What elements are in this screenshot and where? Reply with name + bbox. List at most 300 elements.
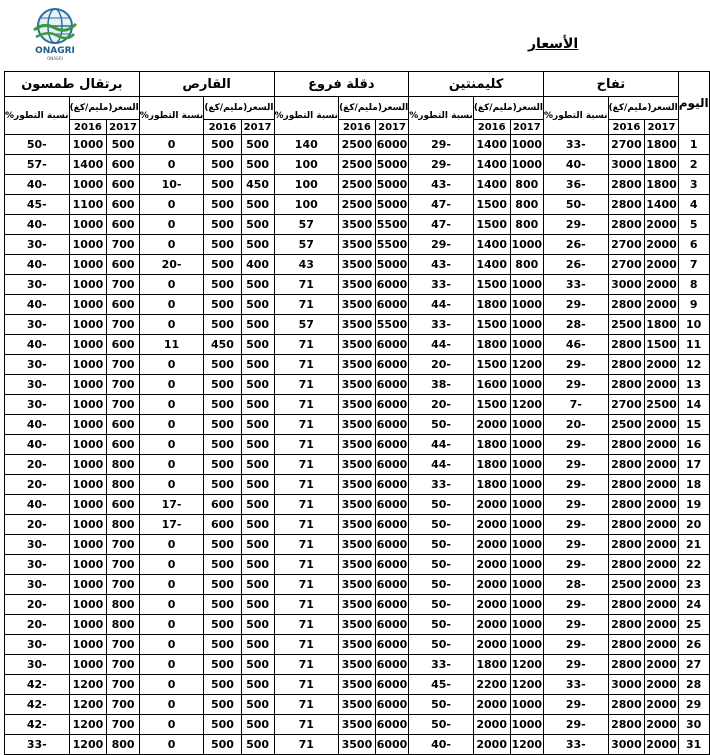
evolution-cell: -29 — [544, 535, 609, 555]
table-row — [5, 375, 710, 395]
price-2017-cell: 700 — [107, 715, 139, 735]
day-cell: 4 — [678, 195, 709, 215]
price-2016-cell: 3500 — [339, 635, 376, 655]
price-2017-cell: 2000 — [645, 715, 678, 735]
evolution-cell: 71 — [274, 355, 339, 375]
evolution-cell: -30 — [5, 315, 70, 335]
evolution-cell: -20 — [5, 475, 70, 495]
day-cell: 25 — [678, 615, 709, 635]
evolution-cell: -30 — [5, 535, 70, 555]
evolution-cell: -29 — [409, 155, 474, 175]
day-cell: 19 — [678, 495, 709, 515]
price-2017-cell: 800 — [107, 615, 139, 635]
evolution-cell: -20 — [409, 355, 474, 375]
price-2016-cell: 500 — [204, 435, 241, 455]
price-2017-cell: 700 — [107, 635, 139, 655]
price-2017-cell: 500 — [241, 295, 274, 315]
evolution-cell: -7 — [544, 395, 609, 415]
price-2017-cell: 500 — [241, 735, 274, 755]
price-2017-cell: 600 — [107, 195, 139, 215]
day-cell: 14 — [678, 395, 709, 415]
price-2016-cell: 2800 — [608, 355, 645, 375]
evolution-cell: -42 — [5, 715, 70, 735]
evolution-cell: -33 — [409, 315, 474, 335]
table-row — [5, 355, 710, 375]
price-2016-cell: 2000 — [473, 595, 510, 615]
price-2016-cell: 1600 — [473, 375, 510, 395]
evolution-cell: 71 — [274, 295, 339, 315]
price-2017-cell: 1000 — [510, 475, 543, 495]
evolution-cell: 71 — [274, 275, 339, 295]
price-2016-cell: 2800 — [608, 295, 645, 315]
price-2016-cell: 2800 — [608, 435, 645, 455]
price-2016-cell: 3500 — [339, 435, 376, 455]
price-2016-cell: 500 — [204, 275, 241, 295]
price-2016-cell: 2500 — [339, 175, 376, 195]
table-row — [5, 155, 710, 175]
evolution-cell: -33 — [544, 275, 609, 295]
evolution-cell: -30 — [5, 355, 70, 375]
price-2016-cell: 3500 — [339, 555, 376, 575]
evolution-cell: -40 — [5, 415, 70, 435]
evolution-cell: -40 — [5, 295, 70, 315]
table-row — [5, 515, 710, 535]
evolution-cell: 71 — [274, 615, 339, 635]
price-2017-cell: 1000 — [510, 575, 543, 595]
price-2016-cell: 1000 — [69, 575, 107, 595]
evolution-cell: -17 — [139, 515, 204, 535]
day-cell: 3 — [678, 175, 709, 195]
price-2016-cell: 450 — [204, 335, 241, 355]
table-row — [5, 235, 710, 255]
evolution-cell: 0 — [139, 575, 204, 595]
price-2016-cell: 1000 — [69, 655, 107, 675]
price-2016-cell: 2800 — [608, 615, 645, 635]
price-2016-cell: 500 — [204, 135, 241, 155]
price-2017-cell: 1000 — [510, 155, 543, 175]
table-row — [5, 595, 710, 615]
table-row — [5, 695, 710, 715]
evolution-cell: 0 — [139, 275, 204, 295]
price-2016-cell: 1800 — [473, 455, 510, 475]
table-row — [5, 555, 710, 575]
price-2016-cell: 1000 — [69, 475, 107, 495]
price-2016-cell: 2800 — [608, 535, 645, 555]
price-2017-cell: 1000 — [510, 555, 543, 575]
table-row — [5, 215, 710, 235]
evolution-cell: 71 — [274, 695, 339, 715]
day-cell: 2 — [678, 155, 709, 175]
evolution-cell: -20 — [5, 595, 70, 615]
price-2017-cell: 1200 — [510, 735, 543, 755]
day-cell: 17 — [678, 455, 709, 475]
day-cell: 16 — [678, 435, 709, 455]
price-2016-cell: 3500 — [339, 335, 376, 355]
price-2016-cell: 3500 — [339, 295, 376, 315]
price-2016-cell: 2800 — [608, 555, 645, 575]
price-2017-cell: 1000 — [510, 235, 543, 255]
price-2016-cell: 500 — [204, 715, 241, 735]
price-2016-cell: 2800 — [608, 715, 645, 735]
price-2016-cell: 500 — [204, 215, 241, 235]
evolution-cell: 0 — [139, 695, 204, 715]
price-2017-cell: 800 — [107, 455, 139, 475]
table-row — [5, 135, 710, 155]
price-2016-cell: 1000 — [69, 215, 107, 235]
evolution-cell: -50 — [409, 715, 474, 735]
evolution-cell: -30 — [5, 655, 70, 675]
day-header: اليوم — [678, 72, 709, 135]
price-2017-cell: 6000 — [375, 595, 408, 615]
price-2017-cell: 800 — [107, 595, 139, 615]
price-2017-cell: 1000 — [510, 495, 543, 515]
evolution-cell: 71 — [274, 675, 339, 695]
evolution-cell: -29 — [544, 635, 609, 655]
price-2016-cell: 2500 — [339, 135, 376, 155]
price-2016-cell: 1000 — [69, 515, 107, 535]
price-2016-cell: 2800 — [608, 335, 645, 355]
price-2016-cell: 3000 — [608, 155, 645, 175]
evolution-cell: -29 — [544, 715, 609, 735]
price-2017-cell: 700 — [107, 655, 139, 675]
table-row — [5, 255, 710, 275]
day-cell: 7 — [678, 255, 709, 275]
price-2016-cell: 3500 — [339, 235, 376, 255]
price-2016-cell: 2000 — [473, 575, 510, 595]
price-2017-cell: 600 — [107, 295, 139, 315]
price-2017-cell: 500 — [241, 335, 274, 355]
evolution-cell: -29 — [544, 495, 609, 515]
evolution-cell: 0 — [139, 715, 204, 735]
price-2016-cell: 3500 — [339, 695, 376, 715]
price-2017-cell: 1800 — [645, 175, 678, 195]
price-2016-cell: 2800 — [608, 175, 645, 195]
price-2016-cell: 3500 — [339, 215, 376, 235]
price-2016-cell: 500 — [204, 575, 241, 595]
price-2017-cell: 600 — [107, 335, 139, 355]
price-2016-cell: 2700 — [608, 255, 645, 275]
price-2016-cell: 1800 — [473, 295, 510, 315]
price-2016-cell: 1000 — [69, 535, 107, 555]
price-2016-cell: 2800 — [608, 695, 645, 715]
evolution-cell: 100 — [274, 195, 339, 215]
price-2016-cell: 2000 — [473, 415, 510, 435]
price-2016-cell: 1000 — [69, 235, 107, 255]
day-cell: 18 — [678, 475, 709, 495]
price-2016-cell: 1400 — [473, 155, 510, 175]
price-2016-cell: 2800 — [608, 655, 645, 675]
price-2016-cell: 2000 — [473, 635, 510, 655]
evolution-cell: -44 — [409, 295, 474, 315]
price-2017-cell: 500 — [241, 455, 274, 475]
price-2017-cell: 2000 — [645, 375, 678, 395]
price-2016-cell: 2000 — [473, 715, 510, 735]
price-2017-cell: 6000 — [375, 475, 408, 495]
price-2016-cell: 1000 — [69, 275, 107, 295]
evolution-cell: -29 — [544, 555, 609, 575]
day-cell: 12 — [678, 355, 709, 375]
price-2016-cell: 2800 — [608, 635, 645, 655]
evolution-cell: -29 — [544, 515, 609, 535]
price-2017-cell: 800 — [107, 515, 139, 535]
evolution-cell: -46 — [544, 335, 609, 355]
evolution-cell: -29 — [409, 135, 474, 155]
price-2017-cell: 6000 — [375, 295, 408, 315]
price-2016-cell: 3000 — [608, 735, 645, 755]
price-2017-cell: 800 — [107, 735, 139, 755]
price-2016-cell: 2000 — [473, 735, 510, 755]
price-2017-cell: 500 — [241, 655, 274, 675]
price-2016-cell: 3500 — [339, 675, 376, 695]
evolution-cell: -50 — [409, 635, 474, 655]
price-2016-cell: 2700 — [608, 395, 645, 415]
price-2016-cell: 1000 — [69, 295, 107, 315]
evolution-cell: 0 — [139, 455, 204, 475]
price-2016-cell: 1000 — [69, 375, 107, 395]
evolution-cell: 0 — [139, 195, 204, 215]
evolution-cell: -30 — [5, 635, 70, 655]
evolution-cell: -33 — [5, 735, 70, 755]
price-2017-cell: 1000 — [510, 595, 543, 615]
price-2017-cell: 500 — [241, 235, 274, 255]
evolution-cell: 0 — [139, 235, 204, 255]
price-2016-cell: 3500 — [339, 395, 376, 415]
evolution-cell: 71 — [274, 655, 339, 675]
price-2017-cell: 1500 — [645, 335, 678, 355]
evolution-cell: -29 — [544, 215, 609, 235]
day-cell: 22 — [678, 555, 709, 575]
evolution-cell: -26 — [544, 235, 609, 255]
price-2017-cell: 5000 — [375, 175, 408, 195]
price-2017-cell: 6000 — [375, 395, 408, 415]
evolution-cell: -50 — [409, 695, 474, 715]
price-2016-cell: 2000 — [473, 535, 510, 555]
price-header: السعر(مليم/كغ) — [204, 97, 274, 120]
evolution-cell: 71 — [274, 495, 339, 515]
evolution-header: نسبة التطور% — [139, 97, 204, 135]
day-cell: 20 — [678, 515, 709, 535]
price-2016-cell: 1000 — [69, 355, 107, 375]
table-row — [5, 335, 710, 355]
price-2016-cell: 500 — [204, 415, 241, 435]
evolution-cell: -43 — [409, 175, 474, 195]
price-2017-cell: 500 — [241, 135, 274, 155]
year-2017-header: 2017 — [645, 120, 678, 135]
table-row — [5, 295, 710, 315]
price-2016-cell: 2700 — [608, 235, 645, 255]
price-2017-cell: 500 — [241, 275, 274, 295]
price-2017-cell: 500 — [241, 555, 274, 575]
price-2017-cell: 6000 — [375, 275, 408, 295]
price-2017-cell: 800 — [107, 475, 139, 495]
evolution-cell: 0 — [139, 655, 204, 675]
evolution-cell: 0 — [139, 155, 204, 175]
logo-subtext: ONAGRI — [47, 56, 63, 61]
year-2016-header: 2016 — [204, 120, 241, 135]
evolution-cell: -30 — [5, 555, 70, 575]
price-2017-cell: 1200 — [510, 655, 543, 675]
price-2017-cell: 6000 — [375, 715, 408, 735]
price-2017-cell: 500 — [241, 635, 274, 655]
price-2017-cell: 2000 — [645, 655, 678, 675]
price-2017-cell: 1000 — [510, 135, 543, 155]
price-2017-cell: 500 — [241, 695, 274, 715]
price-2017-cell: 1000 — [510, 695, 543, 715]
table-row — [5, 615, 710, 635]
evolution-cell: 71 — [274, 435, 339, 455]
price-2017-cell: 600 — [107, 155, 139, 175]
price-2016-cell: 1200 — [69, 715, 107, 735]
evolution-cell: 0 — [139, 215, 204, 235]
product-header: كليمنتين — [409, 72, 544, 97]
table-row — [5, 675, 710, 695]
day-cell: 15 — [678, 415, 709, 435]
evolution-cell: -29 — [544, 615, 609, 635]
evolution-cell: 0 — [139, 595, 204, 615]
price-2016-cell: 500 — [204, 295, 241, 315]
price-2017-cell: 1000 — [510, 375, 543, 395]
price-2017-cell: 6000 — [375, 515, 408, 535]
price-2017-cell: 6000 — [375, 655, 408, 675]
evolution-cell: 71 — [274, 335, 339, 355]
price-2017-cell: 6000 — [375, 415, 408, 435]
evolution-cell: -33 — [544, 675, 609, 695]
evolution-cell: 0 — [139, 415, 204, 435]
price-2016-cell: 1200 — [69, 695, 107, 715]
evolution-cell: 0 — [139, 475, 204, 495]
evolution-cell: -50 — [409, 555, 474, 575]
price-2017-cell: 500 — [241, 575, 274, 595]
evolution-cell: 0 — [139, 395, 204, 415]
price-2017-cell: 700 — [107, 535, 139, 555]
year-2016-header: 2016 — [608, 120, 645, 135]
price-2016-cell: 3500 — [339, 715, 376, 735]
day-cell: 10 — [678, 315, 709, 335]
price-header: السعر(مليم/كغ) — [69, 97, 139, 120]
evolution-cell: -36 — [544, 175, 609, 195]
evolution-cell: -29 — [544, 655, 609, 675]
evolution-cell: -33 — [544, 135, 609, 155]
evolution-header: نسبة التطور% — [274, 97, 339, 135]
price-2016-cell: 1100 — [69, 195, 107, 215]
table-row — [5, 315, 710, 335]
evolution-cell: -20 — [5, 515, 70, 535]
evolution-cell: -45 — [5, 195, 70, 215]
evolution-cell: -29 — [544, 595, 609, 615]
price-2017-cell: 700 — [107, 275, 139, 295]
evolution-cell: -29 — [409, 235, 474, 255]
price-2017-cell: 500 — [241, 415, 274, 435]
evolution-cell: 57 — [274, 215, 339, 235]
evolution-cell: -42 — [5, 695, 70, 715]
day-cell: 29 — [678, 695, 709, 715]
price-2016-cell: 500 — [204, 455, 241, 475]
evolution-cell: -50 — [409, 535, 474, 555]
price-2016-cell: 2500 — [608, 575, 645, 595]
evolution-cell: 71 — [274, 395, 339, 415]
price-header: السعر(مليم/كغ) — [473, 97, 543, 120]
price-2016-cell: 1400 — [473, 135, 510, 155]
evolution-cell: -30 — [5, 575, 70, 595]
price-2016-cell: 1000 — [69, 595, 107, 615]
price-2017-cell: 500 — [241, 195, 274, 215]
price-2016-cell: 500 — [204, 255, 241, 275]
table-row — [5, 475, 710, 495]
evolution-cell: 71 — [274, 735, 339, 755]
evolution-cell: -20 — [5, 455, 70, 475]
year-2017-header: 2017 — [510, 120, 543, 135]
price-2016-cell: 2000 — [473, 515, 510, 535]
price-2017-cell: 2000 — [645, 455, 678, 475]
price-2017-cell: 5500 — [375, 315, 408, 335]
price-2016-cell: 1500 — [473, 275, 510, 295]
price-2017-cell: 6000 — [375, 375, 408, 395]
price-2017-cell: 1000 — [510, 315, 543, 335]
evolution-cell: -30 — [5, 275, 70, 295]
price-2016-cell: 500 — [204, 315, 241, 335]
price-2017-cell: 400 — [241, 255, 274, 275]
price-2016-cell: 1400 — [69, 155, 107, 175]
evolution-header: نسبة التطور% — [544, 97, 609, 135]
price-2016-cell: 500 — [204, 155, 241, 175]
price-2016-cell: 2000 — [473, 695, 510, 715]
evolution-cell: 71 — [274, 415, 339, 435]
table-row — [5, 175, 710, 195]
price-2016-cell: 1400 — [473, 255, 510, 275]
price-2017-cell: 500 — [241, 715, 274, 735]
table-row — [5, 435, 710, 455]
evolution-cell: -47 — [409, 195, 474, 215]
price-2017-cell: 6000 — [375, 335, 408, 355]
evolution-cell: 71 — [274, 595, 339, 615]
table-row — [5, 715, 710, 735]
price-2017-cell: 700 — [107, 355, 139, 375]
price-2017-cell: 600 — [107, 435, 139, 455]
price-2017-cell: 1000 — [510, 635, 543, 655]
product-header: تفاح — [544, 72, 679, 97]
evolution-cell: -20 — [5, 615, 70, 635]
evolution-cell: 71 — [274, 455, 339, 475]
price-2017-cell: 6000 — [375, 495, 408, 515]
evolution-cell: -57 — [5, 155, 70, 175]
price-2016-cell: 3500 — [339, 375, 376, 395]
year-2017-header: 2017 — [241, 120, 274, 135]
price-2017-cell: 500 — [241, 615, 274, 635]
price-2016-cell: 1800 — [473, 435, 510, 455]
evolution-cell: 0 — [139, 135, 204, 155]
price-2016-cell: 3500 — [339, 575, 376, 595]
evolution-cell: -50 — [409, 495, 474, 515]
price-2017-cell: 500 — [241, 535, 274, 555]
page-title: الأسعار — [528, 36, 579, 52]
evolution-cell: -30 — [5, 375, 70, 395]
price-2017-cell: 2000 — [645, 275, 678, 295]
price-2017-cell: 2000 — [645, 235, 678, 255]
price-2016-cell: 1000 — [69, 435, 107, 455]
price-2016-cell: 2500 — [608, 315, 645, 335]
evolution-cell: -50 — [409, 595, 474, 615]
price-2017-cell: 500 — [241, 355, 274, 375]
evolution-cell: -29 — [544, 375, 609, 395]
product-header: دقلة فروع — [274, 72, 409, 97]
price-2016-cell: 500 — [204, 475, 241, 495]
evolution-cell: 71 — [274, 635, 339, 655]
price-2016-cell: 500 — [204, 235, 241, 255]
price-2017-cell: 1000 — [510, 515, 543, 535]
price-2016-cell: 1800 — [473, 335, 510, 355]
price-2016-cell: 2000 — [473, 615, 510, 635]
price-2016-cell: 3500 — [339, 475, 376, 495]
